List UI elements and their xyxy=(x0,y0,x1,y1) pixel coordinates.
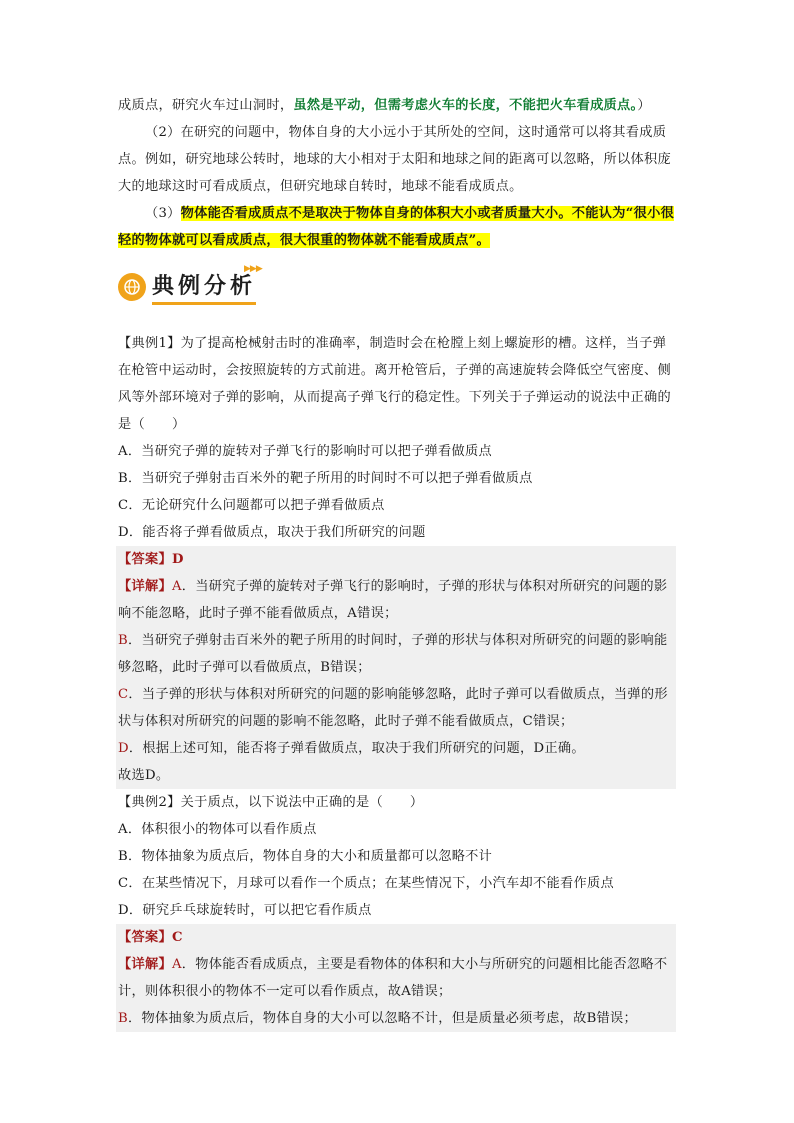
section-header xyxy=(118,266,676,308)
example-2-answer-block xyxy=(116,924,676,1032)
example-2-detail-a: 【详解】A．物体能否看成质点，主要是看物体的体积和大小与所研究的问题相比能否忽略不计，则体积很小的物体不一定可以看作质点，故A错误； xyxy=(118,957,668,999)
section-title: 典例分析 xyxy=(152,269,256,305)
intro-line: 成质点，研究火车过山洞时，虽然是平动，但需考虑火车的长度，不能把火车看成质点。） xyxy=(118,98,651,113)
example-2-answer: 【答案】C xyxy=(118,930,183,945)
example-2-option-d: D．研究乒乓球旋转时，可以把它看作质点 xyxy=(118,903,372,918)
example-2-option-c: C．在某些情况下，月球可以看作一个质点；在某些情况下，小汽车却不能看作质点 xyxy=(118,876,614,891)
globe-icon xyxy=(118,273,146,301)
example-1 xyxy=(118,330,676,789)
example-1-detail-a: 【详解】A．当研究子弹的旋转对子弹飞行的影响时，子弹的形状与体积对所研究的问题的影响不能忽略，此时子弹不能看做质点，A错误； xyxy=(118,579,668,621)
example-1-answer: 【答案】D xyxy=(118,552,184,567)
example-1-option-c: C．无论研究什么问题都可以把子弹看做质点 xyxy=(118,498,385,513)
example-2 xyxy=(118,789,676,1032)
example-1-answer-block xyxy=(116,546,676,789)
intro-para-2: （2）在研究的问题中，物体自身的大小远小于其所处的空间，这时通常可以将其看成质点。例如，研究地球公转时，地球的大小相对于太阳和地球之间的距离可以忽略，所以体积庞大的地球这时可看成质点，但研究地球自转时，地球不能看成质点。 xyxy=(118,125,671,194)
example-2-option-a: A．体积很小的物体可以看作质点 xyxy=(118,822,317,837)
document-page xyxy=(118,92,676,1032)
example-1-detail-b: B．当研究子弹射击百米外的靶子所用的时间时，子弹的形状与体积对所研究的问题的影响能够忽略，此时子弹可以看做质点，B错误； xyxy=(118,633,668,675)
example-1-option-a: A．当研究子弹的旋转对子弹飞行的影响时可以把子弹看做质点 xyxy=(118,444,492,459)
intro-para-3: （3）物体能否看成质点不是取决于物体自身的体积大小或者质量大小。不能认为“很小很轻的物体就可以看成质点，很大很重的物体就不能看成质点”。 xyxy=(118,206,675,248)
example-1-detail-d: D．根据上述可知，能否将子弹看做质点，取决于我们所研究的问题，D正确。 xyxy=(118,741,585,756)
example-2-question: 【典例2】关于质点，以下说法中正确的是（ ） xyxy=(118,795,424,810)
example-1-option-b: B．当研究子弹射击百米外的靶子所用的时间时不可以把子弹看做质点 xyxy=(118,471,533,486)
example-1-detail-c: C．当子弹的形状与体积对所研究的问题的影响能够忽略，此时子弹可以看做质点，当弹的形状与体积对所研究的问题的影响不能忽略，此时子弹不能看做质点，C错误； xyxy=(118,687,668,729)
arrows-decoration: ▶▶▶ xyxy=(244,264,262,274)
example-2-detail-b: B．物体抽象为质点后，物体自身的大小可以忽略不计，但是质量必须考虑，故B错误； xyxy=(118,1011,638,1026)
highlighted-note: 物体能否看成质点不是取决于物体自身的体积大小或者质量大小。不能认为“很小很轻的物体就可以看成质点，很大很重的物体就不能看成质点”。 xyxy=(118,206,675,248)
example-2-option-b: B．物体抽象为质点后，物体自身的大小和质量都可以忽略不计 xyxy=(118,849,493,864)
example-1-conclusion: 故选D。 xyxy=(118,768,170,783)
example-1-question: 【典例1】为了提高枪械射击时的准确率，制造时会在枪膛上刻上螺旋形的槽。这样，当子弹在枪管中运动时，会按照旋转的方式前进。离开枪管后，子弹的高速旋转会降低空气密度、侧风等外部环境对子弹的影响，从而提高子弹飞行的稳定性。下列关于子弹运动的说法中正确的是（ ） xyxy=(118,336,671,432)
green-emphasis: 虽然是平动，但需考虑火车的长度，不能把火车看成质点。 xyxy=(293,98,638,113)
example-1-option-d: D．能否将子弹看做质点，取决于我们所研究的问题 xyxy=(118,525,426,540)
